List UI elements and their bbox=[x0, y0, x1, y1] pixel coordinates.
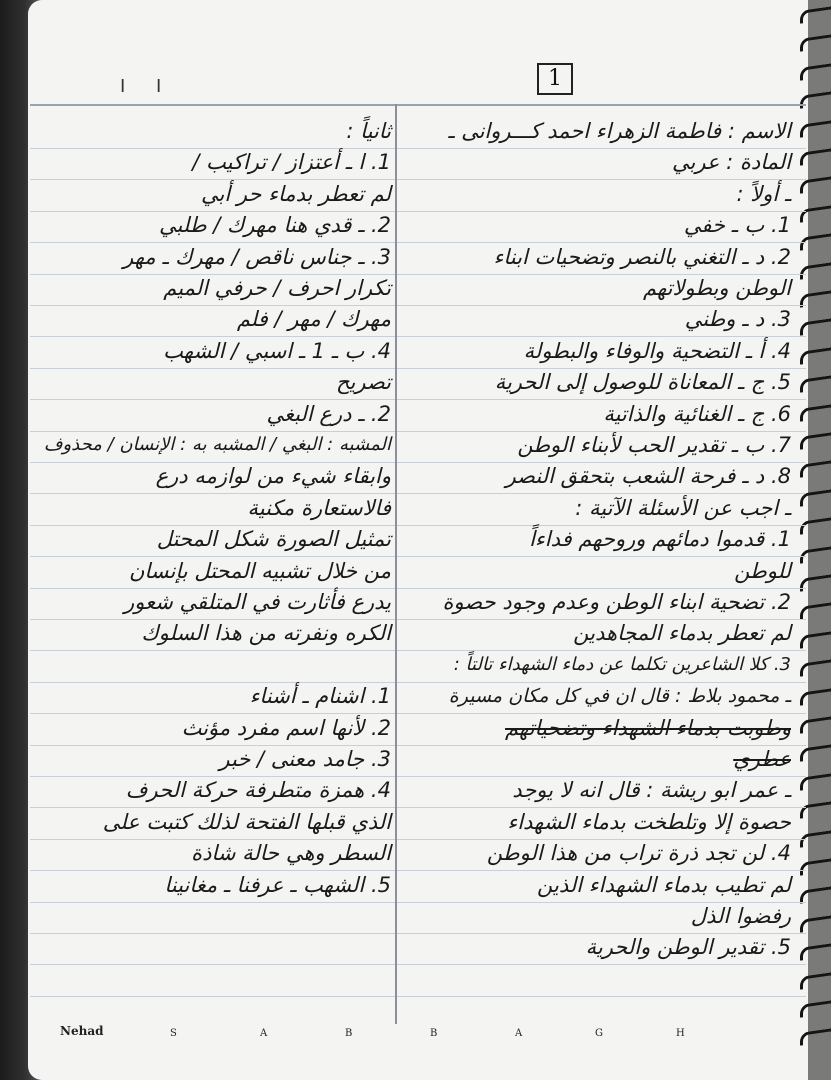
handwritten-line: لم تطيب بدماء الشهداء الذين bbox=[537, 872, 791, 897]
handwritten-line: ـ عمر ابو ريشة : قال انه لا يوجد bbox=[512, 778, 791, 803]
handwritten-line: 5. تقدير الوطن والحرية bbox=[585, 935, 791, 960]
footer-letter: B bbox=[430, 1028, 438, 1039]
header-rule bbox=[30, 104, 806, 106]
ruled-line bbox=[30, 902, 806, 903]
handwritten-line: من خلال تشبيه المحتل بإنسان bbox=[128, 558, 391, 583]
handwritten-line: 5. الشهب ـ عرفنا ـ مغانينا bbox=[164, 872, 391, 897]
brand-label: Nehad bbox=[60, 1024, 104, 1038]
handwritten-line: 1. قدموا دمائهم وروحهم فداءاً bbox=[529, 527, 791, 552]
handwritten-line: 2. ـ قدي هنا مهرك / طلبي bbox=[159, 213, 391, 238]
handwritten-line: 3. جامد معنى / خبر bbox=[219, 747, 391, 771]
ruled-line bbox=[30, 996, 806, 997]
handwritten-line: تكرار احرف / حرفي الميم bbox=[163, 276, 391, 300]
handwritten-line: ثانياً : bbox=[346, 119, 391, 143]
handwritten-line: 5. ج ـ المعاناة للوصول إلى الحرية bbox=[494, 370, 791, 395]
handwritten-line: 4. لن تجد ذرة تراب من هذا الوطن bbox=[486, 841, 791, 866]
handwritten-line: 4. أ ـ التضحية والوفاء والبطولة bbox=[523, 338, 791, 363]
handwritten-line: وابقاء شيء من لوازمه درع bbox=[155, 464, 391, 489]
footer-letter: B bbox=[345, 1028, 353, 1039]
handwritten-line: 1. اشنام ـ أشناء bbox=[249, 684, 391, 709]
handwritten-line: السطر وهي حالة شاذة bbox=[191, 841, 391, 866]
handwritten-line: المادة : عربي bbox=[671, 150, 791, 175]
ruled-line bbox=[30, 745, 806, 746]
handwritten-line: تمثيل الصورة شكل المحتل bbox=[156, 527, 391, 552]
footer-letter: S bbox=[170, 1028, 177, 1039]
handwritten-line: 3. كلا الشاعرين تكلما عن دماء الشهداء تالتاً : bbox=[453, 653, 791, 675]
handwritten-line: 2. ـ درع البغي bbox=[266, 401, 391, 426]
page-number-box: 1 bbox=[537, 63, 573, 95]
handwritten-line: للوطن bbox=[734, 558, 791, 583]
handwritten-line: ـ أولاً : bbox=[736, 181, 791, 206]
handwritten-line: يدرع فأثارت في المتلقي شعور bbox=[124, 590, 391, 614]
handwritten-line: 7. ب ـ تقدير الحب لأبناء الوطن bbox=[517, 433, 791, 457]
footer-letter: G bbox=[595, 1028, 603, 1039]
handwritten-line: فالاستعارة مكنية bbox=[247, 495, 391, 520]
column-divider bbox=[395, 104, 397, 1024]
tick-mark: I bbox=[120, 76, 126, 97]
ruled-line bbox=[30, 179, 806, 180]
handwritten-line: 2. تضحية ابناء الوطن وعدم وجود حصوة bbox=[442, 590, 791, 614]
handwritten-line: وطوبت بدماء الشهداء وتضحياتهم bbox=[505, 715, 791, 740]
handwritten-line: عطري bbox=[733, 747, 791, 771]
handwritten-line: رفضوا الذل bbox=[690, 904, 791, 928]
handwritten-line: الاسم : فاطمة الزهراء احمد كـــروانى ـ bbox=[448, 119, 791, 143]
handwritten-line: 8. د ـ فرحة الشعب بتحقق النصر bbox=[505, 464, 791, 489]
handwritten-line: لم تعطر بدماء المجاهدين bbox=[573, 621, 791, 646]
handwritten-line: 2. لأنها اسم مفرد مؤنث bbox=[181, 715, 391, 740]
footer-letter: H bbox=[676, 1028, 685, 1039]
handwritten-line: 4. ب ـ 1 ـ اسبي / الشهب bbox=[163, 338, 391, 363]
handwritten-line: 4. همزة متطرفة حركة الحرف bbox=[125, 778, 391, 803]
handwritten-line: حصوة إلا وتلطخت بدماء الشهداء bbox=[507, 809, 791, 834]
handwritten-line: 3. د ـ وطني bbox=[684, 307, 791, 332]
handwritten-line: 1. ا ـ أعتزاز / تراكيب / bbox=[192, 150, 391, 175]
footer-letter: A bbox=[515, 1028, 523, 1039]
handwritten-line: تصريح bbox=[335, 370, 391, 395]
handwritten-line: 2. د ـ التغني بالنصر وتضحيات ابناء bbox=[493, 244, 791, 269]
handwritten-line: 1. ب ـ خفي bbox=[683, 213, 791, 238]
handwritten-line: لم تعطر بدماء حر أبي bbox=[200, 181, 391, 206]
handwritten-line: الذي قبلها الفتحة لذلك كتبت على bbox=[102, 809, 391, 834]
handwritten-line: 6. ج ـ الغنائية والذاتية bbox=[603, 401, 791, 426]
handwritten-line: الوطن وبطولاتهم bbox=[643, 276, 791, 300]
handwritten-line: ـ اجب عن الأسئلة الآتية : bbox=[575, 495, 791, 520]
handwritten-line: الكره ونفرته من هذا السلوك bbox=[141, 621, 391, 646]
handwritten-line: المشبه : البغي / المشبه به : الإنسان / محذوف bbox=[43, 434, 391, 455]
handwritten-line: مهرك / مهر / فلم bbox=[236, 307, 391, 332]
handwritten-line: ـ محمود بلاط : قال ان في كل مكان مسيرة bbox=[448, 685, 791, 708]
tick-mark: I bbox=[156, 76, 162, 97]
ruled-line bbox=[30, 964, 806, 965]
footer-letter: A bbox=[260, 1028, 268, 1039]
handwritten-line: 3. ـ جناس ناقص / مهرك ـ مهر bbox=[123, 244, 391, 269]
